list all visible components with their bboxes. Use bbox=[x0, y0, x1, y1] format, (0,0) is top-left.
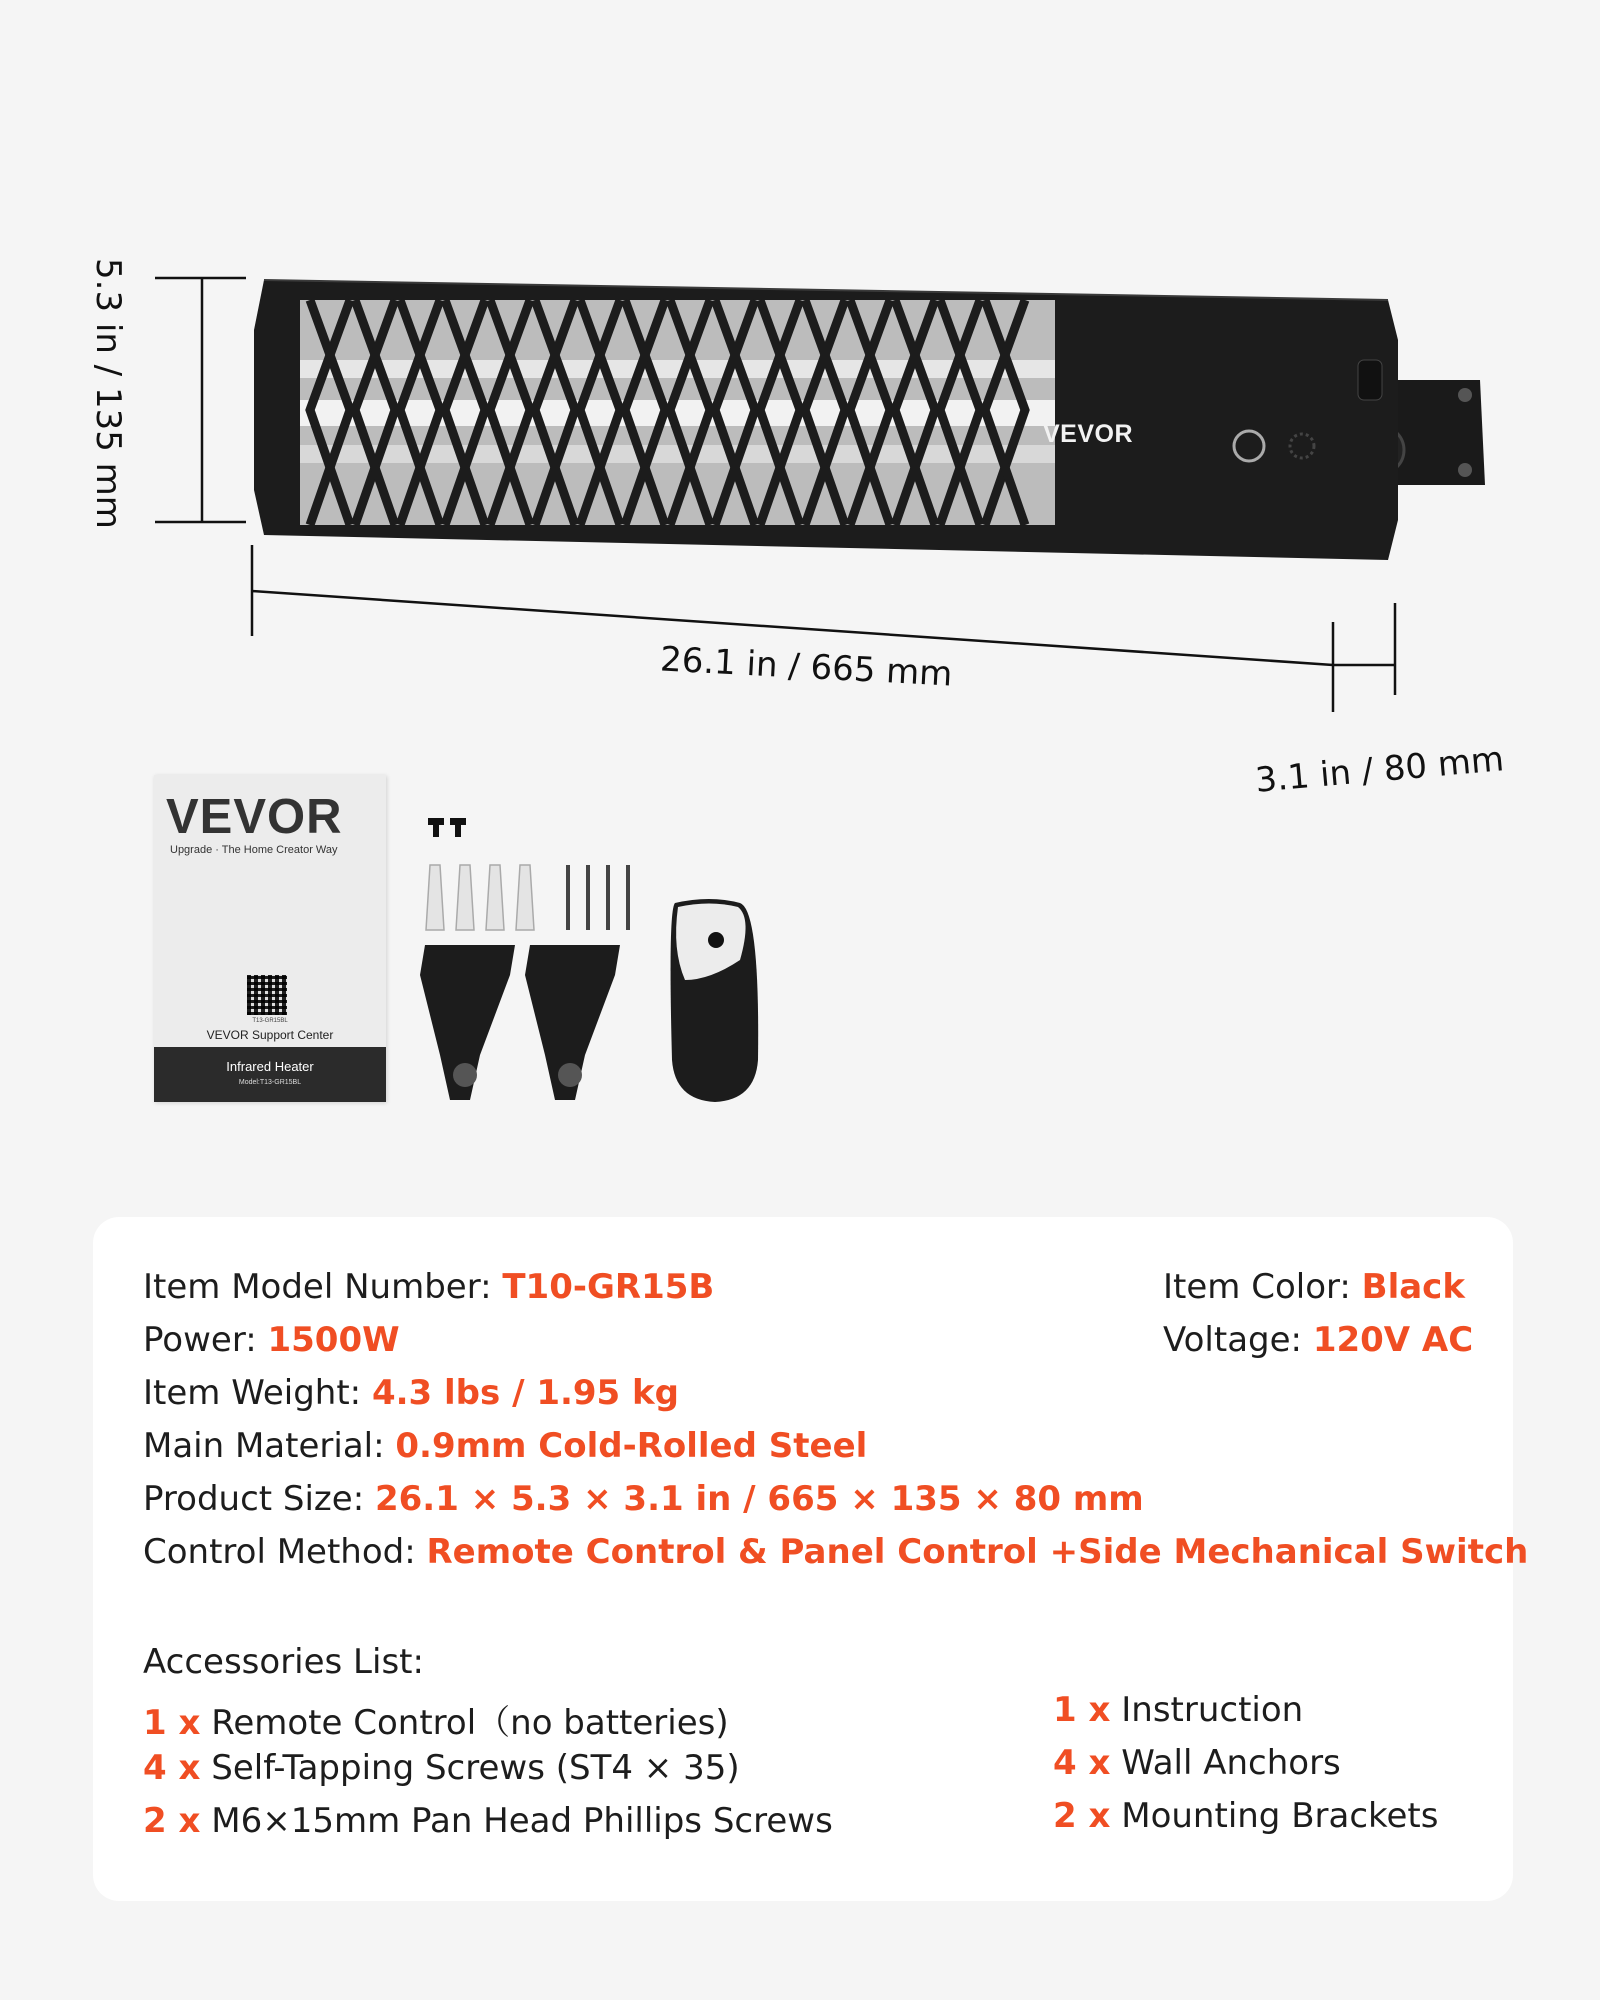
accessory-qty: 2 x bbox=[143, 1801, 201, 1841]
heater-power-button[interactable] bbox=[1236, 431, 1266, 461]
accessory-item bbox=[1053, 1796, 1438, 1836]
remote-control-icon bbox=[671, 899, 759, 1102]
instruction-manual bbox=[154, 775, 386, 1102]
spec-voltage bbox=[1163, 1320, 1473, 1360]
pan-head-screw-icon bbox=[428, 818, 466, 837]
manual-support: VEVOR Support Center bbox=[206, 1028, 334, 1042]
spec-color-label: Item Color: bbox=[1163, 1267, 1351, 1307]
accessory-qty: 2 x bbox=[1053, 1796, 1111, 1836]
accessory-name: Wall Anchors bbox=[1121, 1743, 1341, 1783]
accessories-illustration bbox=[410, 810, 770, 1110]
accessory-item bbox=[1053, 1743, 1341, 1783]
accessory-qty: 4 x bbox=[1053, 1743, 1111, 1783]
accessory-name: Self-Tapping Screws (ST4 × 35) bbox=[211, 1748, 740, 1788]
manual-tagline: Upgrade · The Home Creator Way bbox=[170, 844, 338, 856]
manual-model: Model:T13-GR15BL bbox=[238, 1079, 302, 1086]
heater-illustration bbox=[240, 270, 1500, 600]
depth-dimension-label: 3.1 in / 80 mm bbox=[1253, 739, 1506, 801]
spec-voltage-label: Voltage: bbox=[1163, 1320, 1302, 1360]
accessories-title: Accessories List: bbox=[143, 1642, 424, 1682]
height-dimension-label: 5.3 in / 135 mm bbox=[88, 258, 128, 529]
accessory-item bbox=[143, 1748, 740, 1788]
spec-material-label: Main Material: bbox=[143, 1426, 385, 1466]
accessory-name: Remote Control（no batteries) bbox=[211, 1703, 729, 1743]
accessory-qty: 4 x bbox=[143, 1748, 201, 1788]
spec-size bbox=[143, 1479, 1144, 1519]
spec-weight bbox=[143, 1373, 679, 1413]
mounting-bracket-icon bbox=[420, 945, 620, 1100]
accessory-name: Instruction bbox=[1121, 1690, 1304, 1730]
manual-footer bbox=[154, 1047, 386, 1102]
spec-weight-value: 4.3 lbs / 1.95 kg bbox=[371, 1373, 679, 1413]
manual-product: Infrared Heater bbox=[226, 1059, 314, 1074]
accessory-name: Mounting Brackets bbox=[1121, 1796, 1439, 1836]
accessory-item bbox=[1053, 1690, 1303, 1730]
accessory-qty: 1 x bbox=[1053, 1690, 1111, 1730]
accessory-item bbox=[143, 1801, 833, 1841]
spec-control-value: Remote Control & Panel Control +Side Mechanical Switch bbox=[426, 1532, 1529, 1572]
accessory-qty: 1 x bbox=[143, 1703, 201, 1743]
heater-brand-logo: VEVOR bbox=[1043, 420, 1134, 448]
spec-size-label: Product Size: bbox=[143, 1479, 365, 1519]
accessory-item bbox=[143, 1695, 729, 1744]
spec-model-value: T10-GR15B bbox=[502, 1267, 715, 1307]
spec-material-value: 0.9mm Cold-Rolled Steel bbox=[395, 1426, 868, 1466]
spec-model-label: Item Model Number: bbox=[143, 1267, 492, 1307]
spec-color bbox=[1163, 1267, 1465, 1307]
manual-brand: VEVOR bbox=[166, 790, 343, 844]
spec-control-label: Control Method: bbox=[143, 1532, 416, 1572]
spec-power bbox=[143, 1320, 400, 1360]
spec-model bbox=[143, 1267, 714, 1307]
spec-size-value: 26.1 × 5.3 × 3.1 in / 665 × 135 × 80 mm bbox=[374, 1479, 1144, 1519]
spec-control bbox=[143, 1532, 1528, 1572]
self-tapping-screw-icon bbox=[568, 865, 628, 930]
spec-material bbox=[143, 1426, 867, 1466]
length-dimension-label: 26.1 in / 665 mm bbox=[659, 639, 954, 695]
qr-code-icon bbox=[247, 975, 287, 1015]
manual-model-small: T13-GR15BL bbox=[252, 1018, 288, 1024]
spec-weight-label: Item Weight: bbox=[143, 1373, 362, 1413]
spec-power-value: 1500W bbox=[267, 1320, 400, 1360]
spec-voltage-value: 120V AC bbox=[1312, 1320, 1474, 1360]
spec-card bbox=[93, 1217, 1529, 1901]
spec-color-value: Black bbox=[1361, 1267, 1465, 1307]
wall-anchor-icon bbox=[426, 865, 534, 930]
accessory-name: M6×15mm Pan Head Phillips Screws bbox=[211, 1801, 833, 1841]
spec-power-label: Power: bbox=[143, 1320, 257, 1360]
